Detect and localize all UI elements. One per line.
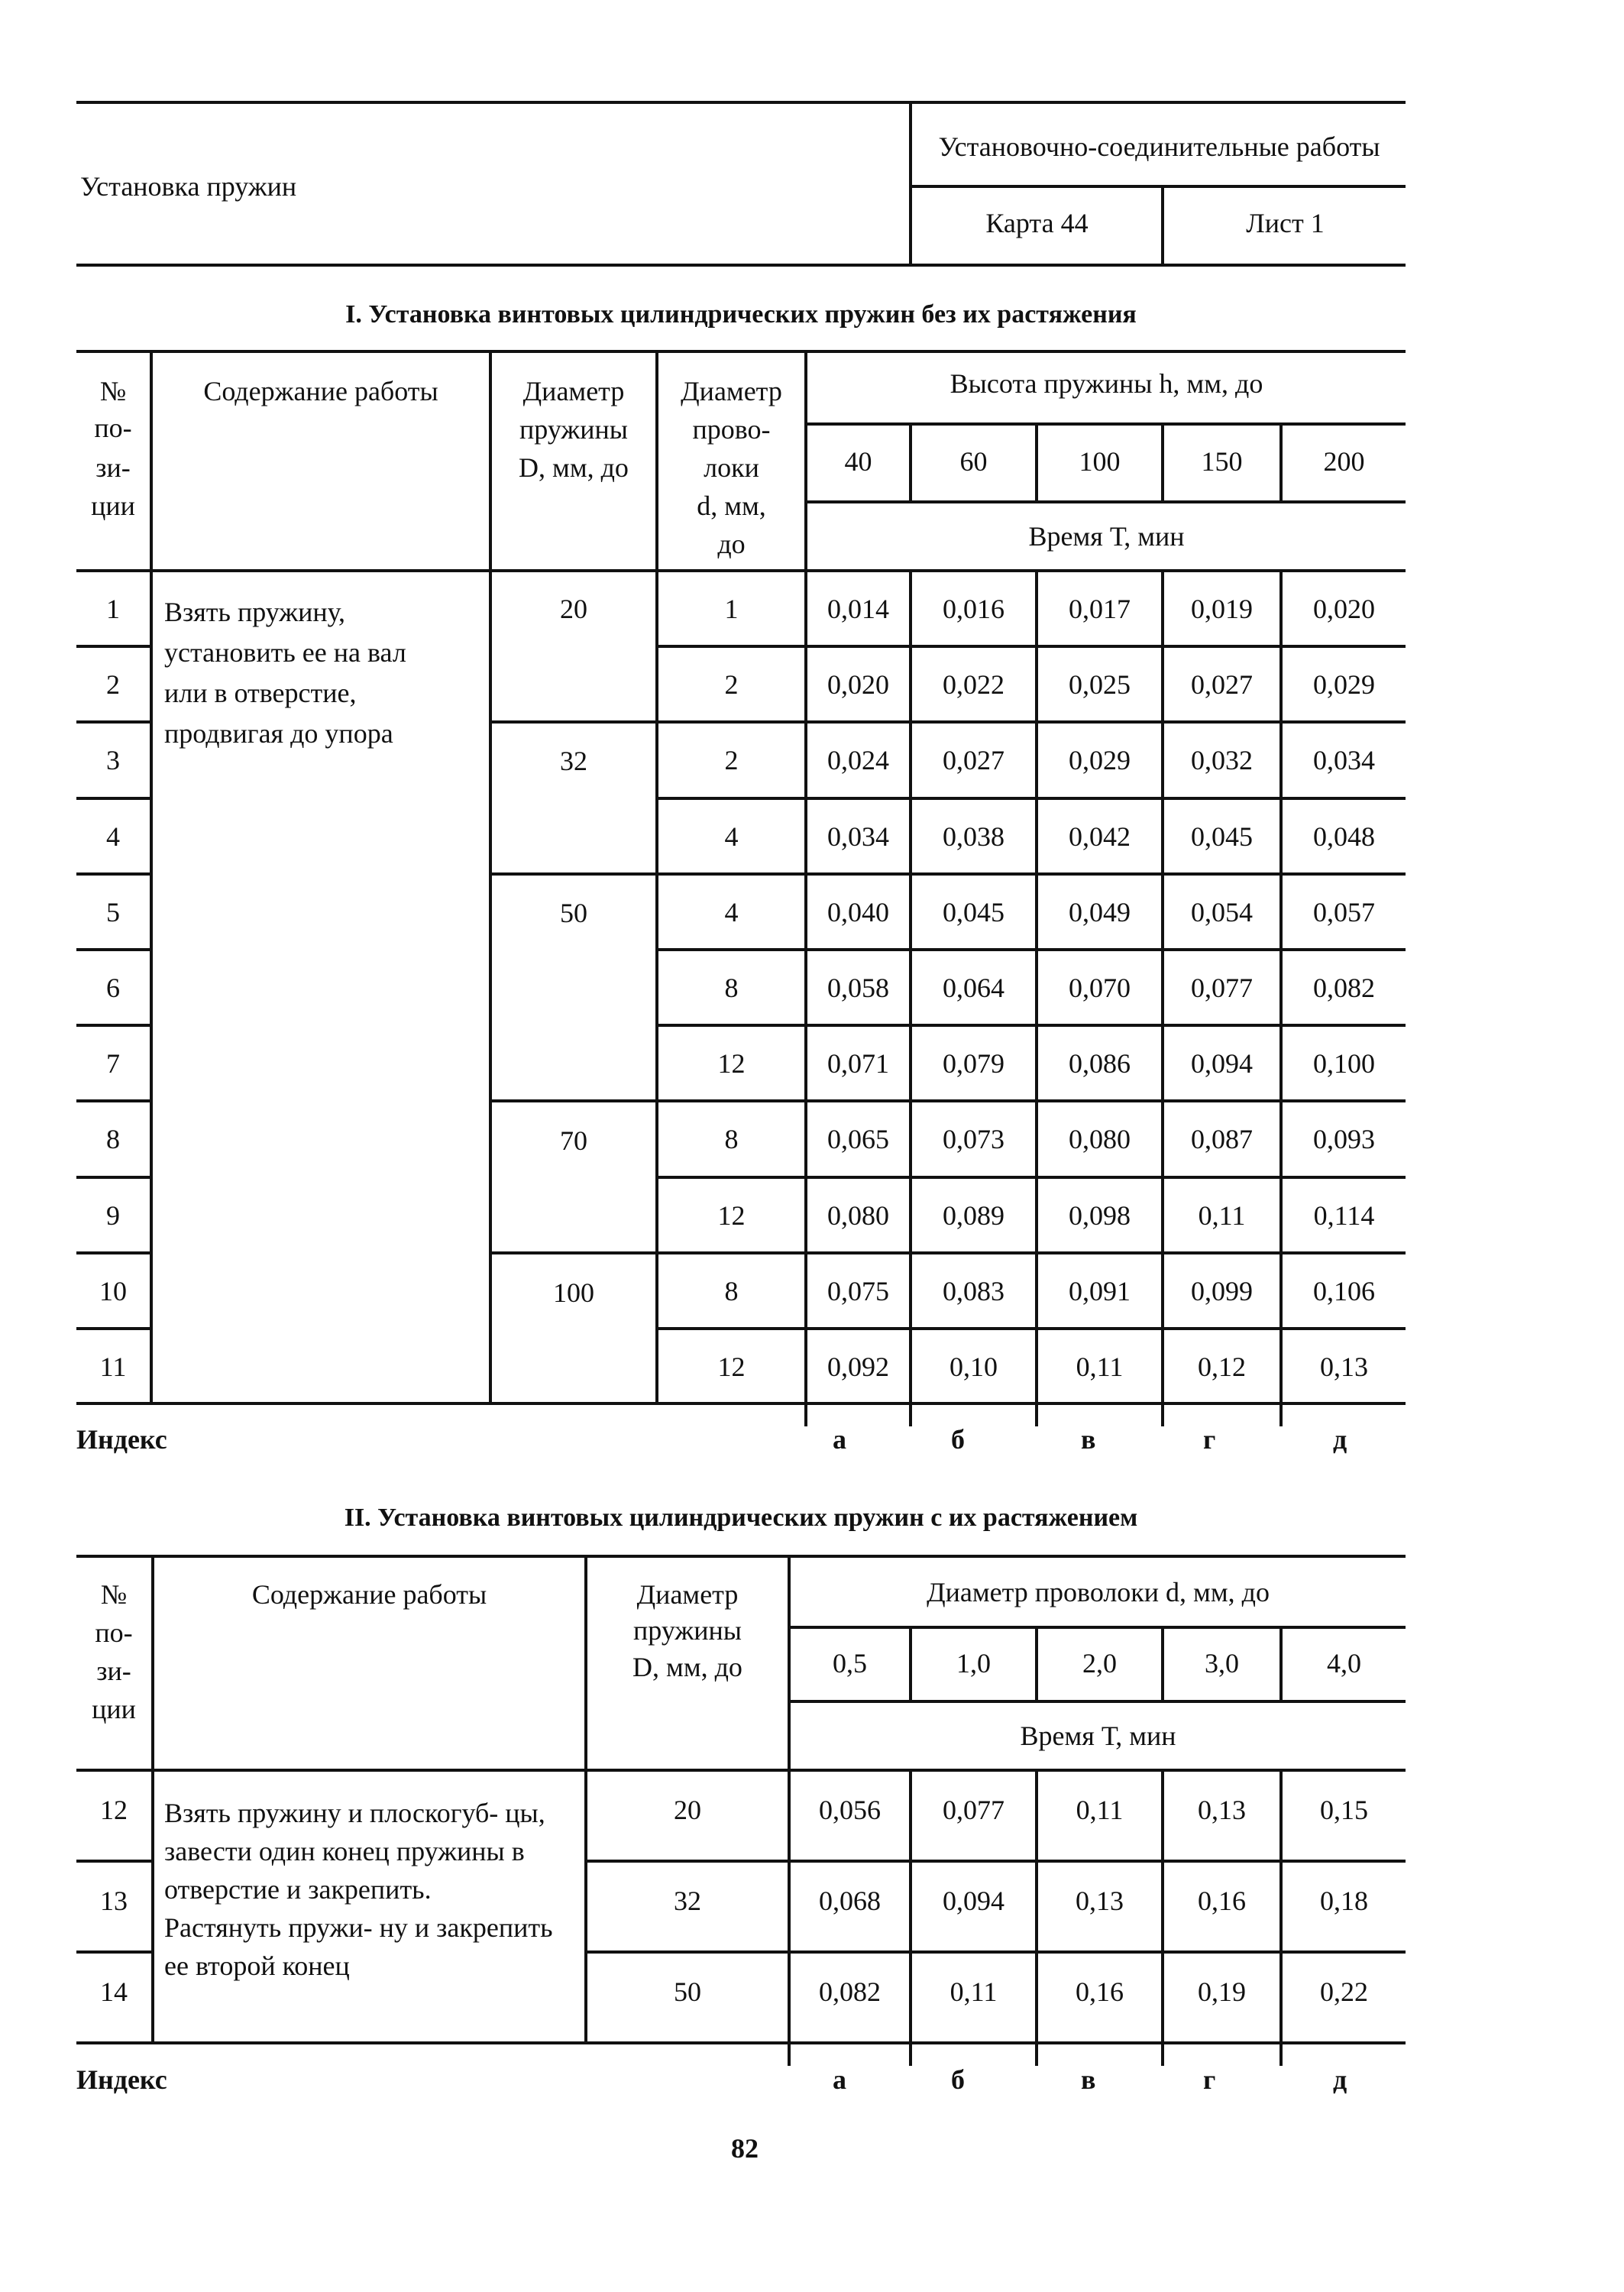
time-value-cell: 0,022 xyxy=(943,669,1004,700)
time-value-cell: 0,114 xyxy=(1313,1200,1375,1231)
time-value-cell: 0,058 xyxy=(827,973,889,1003)
time-value-cell: 0,045 xyxy=(1191,821,1253,852)
time-value-cell: 0,020 xyxy=(1313,594,1375,624)
col-diameter-label-1: Диаметр xyxy=(522,376,625,406)
time-value-cell: 0,027 xyxy=(1191,669,1253,700)
time-value-cell: 0,045 xyxy=(943,897,1004,927)
row-divider xyxy=(76,1950,151,1954)
time-value-cell: 0,13 xyxy=(1320,1352,1368,1382)
col-num-label-3: зи- xyxy=(95,452,131,483)
time-label: Время Т, мин xyxy=(1020,1721,1176,1751)
height-header-cell: 100 xyxy=(1079,446,1121,477)
work-description: Взять пружину, установить ее на вал или в отверстие, продвигая до упора xyxy=(164,597,406,749)
time-value-cell: 0,020 xyxy=(827,669,889,700)
position-number: 14 xyxy=(100,1976,128,2007)
time-value-cell: 0,093 xyxy=(1313,1124,1375,1154)
row-divider xyxy=(655,797,1406,800)
position-number: 1 xyxy=(106,594,120,624)
time-value-cell: 0,13 xyxy=(1076,1886,1124,1916)
index-tick xyxy=(909,2043,912,2066)
col-content-label: Содержание работы xyxy=(251,1579,487,1610)
diameter-cell: 70 xyxy=(560,1125,587,1156)
time-value-cell: 0,024 xyxy=(827,745,889,775)
time-value-cell: 0,082 xyxy=(819,1976,881,2007)
height-header-cell: 40 xyxy=(844,446,872,477)
time-value-cell: 0,034 xyxy=(827,821,889,852)
row-divider xyxy=(76,1024,150,1027)
col-num-label-2: по- xyxy=(95,1617,133,1648)
position-number: 6 xyxy=(106,973,120,1003)
time-value-cell: 0,070 xyxy=(1069,973,1131,1003)
row-divider xyxy=(76,1860,151,1863)
time-value-cell: 0,16 xyxy=(1198,1886,1246,1916)
row-divider xyxy=(76,1251,150,1254)
time-value-cell: 0,092 xyxy=(827,1352,889,1382)
time-value-cell: 0,11 xyxy=(1076,1795,1124,1825)
page-number: 82 xyxy=(731,2133,759,2164)
row-divider xyxy=(655,1024,1406,1027)
time-value-cell: 0,080 xyxy=(1069,1124,1131,1154)
row-divider xyxy=(655,872,1406,876)
row-divider xyxy=(655,720,1406,724)
time-value-cell: 0,083 xyxy=(943,1276,1004,1306)
index-letter: в xyxy=(1081,2064,1096,2095)
time-value-cell: 0,056 xyxy=(819,1795,881,1825)
col-diameter-label-2: пружины xyxy=(519,414,628,445)
time-value-cell: 0,098 xyxy=(1069,1200,1131,1231)
diameter-cell: 50 xyxy=(560,898,587,928)
time-value-cell: 0,068 xyxy=(819,1886,881,1916)
time-value-cell: 0,049 xyxy=(1069,897,1131,927)
height-header-cell: 150 xyxy=(1201,446,1243,477)
time-value-cell: 0,019 xyxy=(1191,594,1253,624)
time-value-cell: 0,15 xyxy=(1320,1795,1368,1825)
time-value-cell: 0,16 xyxy=(1076,1976,1124,2007)
time-value-cell: 0,087 xyxy=(1191,1124,1253,1154)
index-tick xyxy=(1035,2043,1038,2066)
row-divider xyxy=(655,645,1406,648)
time-value-cell: 0,073 xyxy=(943,1124,1004,1154)
col-content-label: Содержание работы xyxy=(203,376,438,406)
time-value-cell: 0,079 xyxy=(943,1048,1004,1079)
time-value-cell: 0,042 xyxy=(1069,821,1131,852)
time-value-cell: 0,014 xyxy=(827,594,889,624)
index-letter: в xyxy=(1081,1424,1096,1455)
row-divider xyxy=(76,797,150,800)
time-value-cell: 0,11 xyxy=(1198,1200,1246,1231)
row-divider xyxy=(655,1251,1406,1254)
col-wire-label-5: до xyxy=(717,529,746,559)
time-value-cell: 0,19 xyxy=(1198,1976,1246,2007)
row-divider xyxy=(655,1176,1406,1179)
time-value-cell: 0,086 xyxy=(1069,1048,1131,1079)
time-value-cell: 0,11 xyxy=(1076,1352,1124,1382)
time-value-cell: 0,091 xyxy=(1069,1276,1131,1306)
time-value-cell: 0,034 xyxy=(1313,745,1375,775)
time-value-cell: 0,029 xyxy=(1313,669,1375,700)
col-wire-label-3: локи xyxy=(704,452,759,483)
time-value-cell: 0,22 xyxy=(1320,1976,1368,2007)
height-header-cell: 60 xyxy=(959,446,988,477)
row-divider xyxy=(655,1327,1406,1330)
time-value-cell: 0,048 xyxy=(1313,821,1375,852)
position-number: 3 xyxy=(106,745,120,775)
section1-title: I. Установка винтовых цилиндрических пружин без их растяжения xyxy=(345,300,1137,329)
col-diameter-label-3: D, мм, до xyxy=(519,452,629,483)
time-value-cell: 0,080 xyxy=(827,1200,889,1231)
position-number: 4 xyxy=(106,821,120,852)
wire-diameter-cell: 12 xyxy=(717,1048,746,1079)
col-num-label-1: № xyxy=(99,376,127,406)
wire-diameter-cell: 8 xyxy=(724,973,739,1003)
position-number: 5 xyxy=(106,897,120,927)
time-value-cell: 0,017 xyxy=(1069,594,1131,624)
diameter-cell: 20 xyxy=(560,594,587,624)
section2-title: II. Установка винтовых цилиндрических пружин с их растяжением xyxy=(344,1504,1138,1532)
row-divider xyxy=(76,872,150,876)
wire-diameter-cell: 2 xyxy=(724,745,739,775)
row-divider xyxy=(76,720,150,724)
group-divider xyxy=(489,1251,655,1254)
row-divider xyxy=(655,948,1406,951)
time-value-cell: 0,077 xyxy=(943,1795,1004,1825)
time-value-cell: 0,11 xyxy=(949,1976,998,2007)
time-value-cell: 0,075 xyxy=(827,1276,889,1306)
wire-header-cell: 3,0 xyxy=(1205,1648,1239,1679)
time-value-cell: 0,099 xyxy=(1191,1276,1253,1306)
time-value-cell: 0,082 xyxy=(1313,973,1375,1003)
col-wire-label-2: прово- xyxy=(692,414,771,445)
wire-diameter-cell: 12 xyxy=(717,1200,746,1231)
time-label: Время Т, мин xyxy=(1028,521,1185,552)
index-tick xyxy=(804,1403,807,1426)
wire-header-cell: 4,0 xyxy=(1327,1648,1361,1679)
position-number: 9 xyxy=(106,1200,120,1231)
wire-diameter-cell: 4 xyxy=(724,897,739,927)
time-value-cell: 0,094 xyxy=(943,1886,1004,1916)
index-letter: б xyxy=(951,1424,965,1455)
diameter-cell: 32 xyxy=(674,1886,701,1916)
row-divider xyxy=(655,1099,1406,1102)
height-header-cell: 200 xyxy=(1323,446,1365,477)
col-num-label-4: ции xyxy=(92,1694,136,1724)
wire-diameter-cell: 1 xyxy=(724,594,739,624)
row-divider xyxy=(76,1327,150,1330)
index-letter: г xyxy=(1203,1424,1216,1455)
time-value-cell: 0,040 xyxy=(827,897,889,927)
group-divider xyxy=(489,1099,655,1102)
time-value-cell: 0,064 xyxy=(943,973,1004,1003)
index-label: Индекс xyxy=(76,1424,167,1455)
header-title: Установка пружин xyxy=(80,171,297,202)
header-category: Установочно-соединительные работы xyxy=(938,131,1380,162)
diameter-cell: 50 xyxy=(674,1976,701,2007)
time-value-cell: 0,10 xyxy=(949,1352,998,1382)
wire-header-cell: 1,0 xyxy=(956,1648,991,1679)
index-tick xyxy=(1035,1403,1038,1426)
time-value-cell: 0,038 xyxy=(943,821,1004,852)
index-tick xyxy=(788,2043,791,2066)
col-wire-label: Диаметр проволоки d, мм, до xyxy=(927,1577,1270,1607)
index-tick xyxy=(1279,2043,1283,2066)
time-value-cell: 0,077 xyxy=(1191,973,1253,1003)
time-value-cell: 0,12 xyxy=(1198,1352,1246,1382)
time-value-cell: 0,065 xyxy=(827,1124,889,1154)
index-letter: б xyxy=(951,2064,965,2095)
position-number: 11 xyxy=(99,1352,127,1382)
time-value-cell: 0,13 xyxy=(1198,1795,1246,1825)
header-sheet: Лист 1 xyxy=(1246,208,1325,238)
col-diameter-label-1: Диаметр xyxy=(636,1579,739,1610)
time-value-cell: 0,18 xyxy=(1320,1886,1368,1916)
index-letter: д xyxy=(1333,1424,1347,1455)
diameter-cell: 20 xyxy=(674,1795,701,1825)
time-value-cell: 0,025 xyxy=(1069,669,1131,700)
col-wire-label-4: d, мм, xyxy=(697,490,766,521)
time-value-cell: 0,016 xyxy=(943,594,1004,624)
position-number: 10 xyxy=(99,1276,127,1306)
index-tick xyxy=(909,1403,912,1426)
col-wire-label-1: Диаметр xyxy=(681,376,782,406)
row-divider xyxy=(76,948,150,951)
index-letter: г xyxy=(1203,2064,1216,2095)
time-value-cell: 0,106 xyxy=(1313,1276,1375,1306)
row-divider xyxy=(76,1099,150,1102)
time-value-cell: 0,032 xyxy=(1191,745,1253,775)
index-letter: а xyxy=(833,1424,846,1455)
wire-diameter-cell: 2 xyxy=(724,669,739,700)
header-card: Карта 44 xyxy=(985,208,1089,238)
time-value-cell: 0,100 xyxy=(1313,1048,1375,1079)
index-tick xyxy=(1279,1403,1283,1426)
index-label: Индекс xyxy=(76,2064,167,2095)
index-letter: д xyxy=(1333,2064,1347,2095)
position-number: 8 xyxy=(106,1124,120,1154)
wire-diameter-cell: 4 xyxy=(724,821,739,852)
time-value-cell: 0,089 xyxy=(943,1200,1004,1231)
col-diameter-label-2: пружины xyxy=(633,1615,742,1646)
position-number: 7 xyxy=(106,1048,120,1079)
position-number: 2 xyxy=(106,669,120,700)
row-divider xyxy=(76,1176,150,1179)
col-num-label-2: по- xyxy=(94,413,132,443)
row-divider xyxy=(76,645,150,648)
wire-header-cell: 0,5 xyxy=(833,1648,867,1679)
wire-diameter-cell: 8 xyxy=(724,1276,739,1306)
wire-header-cell: 2,0 xyxy=(1082,1648,1117,1679)
time-value-cell: 0,027 xyxy=(943,745,1004,775)
col-diameter-label-3: D, мм, до xyxy=(632,1652,742,1682)
diameter-cell: 100 xyxy=(553,1277,594,1308)
time-value-cell: 0,071 xyxy=(827,1048,889,1079)
wire-diameter-cell: 12 xyxy=(717,1352,746,1382)
col-height-label: Высота пружины h, мм, до xyxy=(949,368,1263,399)
col-num-label-4: ции xyxy=(91,490,135,521)
wire-diameter-cell: 8 xyxy=(724,1124,739,1154)
position-number: 13 xyxy=(100,1886,128,1916)
index-tick xyxy=(1161,1403,1164,1426)
group-divider xyxy=(489,872,655,876)
position-number: 12 xyxy=(100,1795,128,1825)
index-letter: а xyxy=(833,2064,846,2095)
work-description: Взять пружину и плоскогуб- цы, завести один конец пружины в отверстие и закрепить. Растянуть пружи- ну и закрепить ее второй конец xyxy=(164,1798,553,1981)
time-value-cell: 0,094 xyxy=(1191,1048,1253,1079)
time-value-cell: 0,057 xyxy=(1313,897,1375,927)
index-tick xyxy=(1161,2043,1164,2066)
time-value-cell: 0,029 xyxy=(1069,745,1131,775)
time-value-cell: 0,054 xyxy=(1191,897,1253,927)
col-num-label-1: № xyxy=(100,1579,128,1610)
col-num-label-3: зи- xyxy=(96,1656,131,1686)
diameter-cell: 32 xyxy=(560,746,587,776)
group-divider xyxy=(489,720,655,724)
